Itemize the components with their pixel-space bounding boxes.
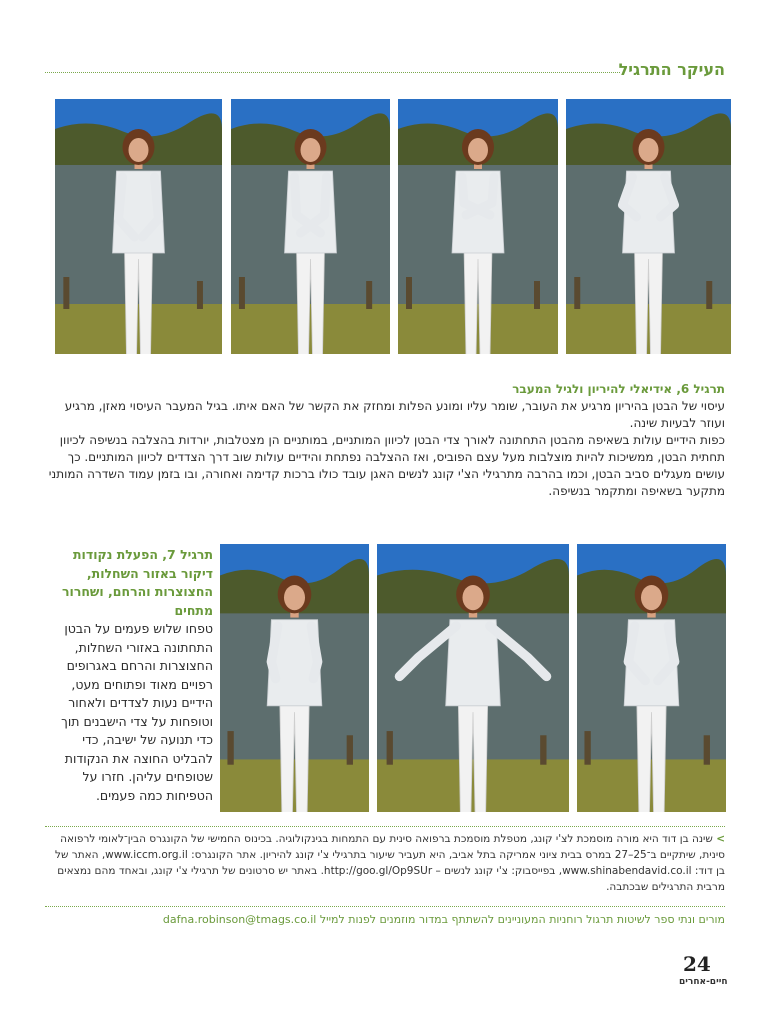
author-footnote: [45, 831, 725, 895]
section-header: [45, 60, 725, 86]
photo-ex7-step2: [377, 544, 569, 812]
exercise7-section: [45, 546, 213, 805]
photo-ex6-step1: [55, 99, 222, 354]
photo-ex7-step1: [220, 544, 369, 812]
credit-email[interactable]: dafna.robinson@tmags.co.il: [162, 913, 317, 926]
section-title: העיקר התרגיל: [618, 60, 725, 79]
exercise7-title: תרגיל 7, הפעלת נקודות דיקור באזור השחלות, החצוצרות והרחם, ושחרור מתחים: [62, 547, 213, 618]
page-number: 24: [683, 952, 711, 976]
header-divider: [45, 72, 620, 73]
photo-ex6-step3: [398, 99, 558, 354]
exercise6-title: תרגיל 6, אידיאלי להיריון ולגיל המעבר: [512, 382, 725, 396]
exercise6-paragraph1: עיסוי של הבטן בהיריון מרגיע את העובר, שומר עליו ומונע הפלות ומחזק את הקשר של האם איתו. בגיל המעבר העיסוי מאזן, מרגיע ועוזר לבעיות שינה.: [64, 399, 725, 430]
footnote-text: שינה בן דוד היא מורה מוסמכת לצ'י קונג, מטפלת מוסמכת ברפואה סינית עם התמחות בגינקולוגיה. בכינוס החמישי של הקונגרס הבין־לאומי לרפואה סינית, שיתקיים ב־25–27 במרס בבית ציוני אמריקה בתל אביב, היא תעביר שיעור בתרגילי צ'י קונג להיריון. אתר הקונגרס: www.iccm.org.il, האתר של בן דוד: www.shinabendavid.co.il, בפייסבוק: צ'י קונג לנשים – http://goo.gl/Op9SUr. באתר יש סרטונים של תרגילי צ'י קונג, ובאחד מהם נמצאים מרבית התרגילים שבכתבה.: [55, 833, 725, 893]
footnote-divider-top: [45, 826, 725, 827]
photo-ex6-step4: [566, 99, 731, 354]
exercise6-paragraph2: כפות הידיים עולות בשאיפה מהבטן התחתונה לאורך צדי הבטן לכיוון המותניים, במותניים הן מצטלבות, יורדות בהצלבה בנשיפה לכיוון תחתית הבטן, ממשיכות להיות מוצלבות מעל עצם הפוביס, ואז ההצלבה נפתחת והידיים עולות שוב דרך הצדדים לכיוון המותניים. כך עושים מעגלים סביב הבטן, וכמו בהרבה מתרגילי הצ'י קונג לנשים האגן עובד כולו ברכות קדימה ואחורה, ובו בזמן עמוד השדרה המותני מתקער בשאיפה ומתקמר בנשיפה.: [48, 433, 725, 498]
exercise7-body: טפחו שלוש פעמים על הבטן התחתונה באזורי השחלות, החצוצרות והרחם באגרופים רפויים מאוד ופתוחים מעט, הידיים נעות לצדדים ולאחור וטופחות על צדי הישבנים תוך כדי תנועה של ישיבה, כדי להבליט החוצה את הנקודות שטופחים עליהן. חזרו על הטפיחות כמה פעמים.: [61, 621, 213, 803]
photo-ex6-step2: [231, 99, 390, 354]
contact-credit: [163, 913, 725, 926]
magazine-name: חיים-אחרים: [679, 977, 728, 987]
footnote-divider-bottom: [45, 906, 725, 907]
photo-ex7-step3: [577, 544, 726, 812]
footnote-marker: >: [716, 833, 725, 845]
exercise6-section: [45, 381, 725, 500]
credit-text: מורים ונתי ספר לשיטות תרגול רוחניות המעוניינים להשתתף במדור מוזמנים לפנות למייל: [319, 913, 725, 926]
